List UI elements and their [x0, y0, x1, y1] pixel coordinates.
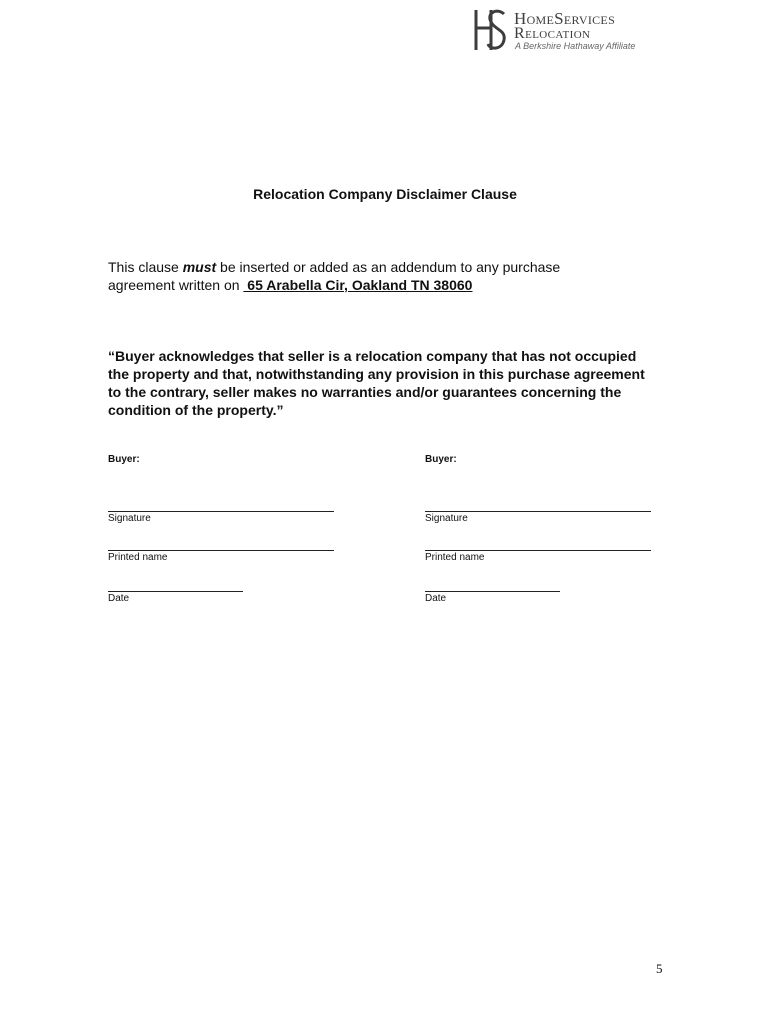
hs-monogram-icon [472, 8, 508, 52]
signature-line[interactable] [425, 511, 651, 512]
page-number: 5 [656, 961, 663, 976]
signature-line[interactable] [108, 511, 334, 512]
signature-caption: Signature [425, 513, 468, 524]
logo-line-1: HomeServices [514, 9, 616, 28]
printed-name-caption: Printed name [425, 552, 485, 563]
document-title: Relocation Company Disclaimer Clause [253, 186, 517, 202]
buyer-signature-block-2 [425, 454, 655, 604]
intro-emphasis: must [182, 259, 217, 275]
date-line[interactable] [108, 591, 243, 592]
logo-tagline: A Berkshire Hathaway Affiliate [515, 41, 636, 51]
property-address: 65 Arabella Cir, Oakland TN 38060 [243, 277, 473, 293]
printed-name-line[interactable] [425, 550, 651, 551]
printed-name-caption: Printed name [108, 552, 168, 563]
date-caption: Date [108, 593, 130, 604]
company-logo [472, 8, 652, 54]
date-line[interactable] [425, 591, 560, 592]
intro-paragraph [108, 258, 628, 294]
buyer-label: Buyer: [425, 454, 457, 465]
printed-name-line[interactable] [108, 550, 334, 551]
signature-caption: Signature [108, 513, 151, 524]
intro-text-end: be inserted or added as an addendum to any purchase agreement written on [108, 259, 561, 293]
date-caption: Date [425, 593, 447, 604]
buyer-signature-block-1 [108, 454, 338, 604]
logo-line-2: Relocation [514, 25, 591, 42]
buyer-label: Buyer: [108, 454, 140, 465]
disclaimer-clause: “Buyer acknowledges that seller is a relocation company that has not occupied the property and that, notwithstanding any provision in this purchase agreement to the contrary, seller makes no warranties and/or guarantees concerning the condition of the property.” [108, 348, 645, 418]
intro-text-start: This clause [108, 259, 183, 275]
